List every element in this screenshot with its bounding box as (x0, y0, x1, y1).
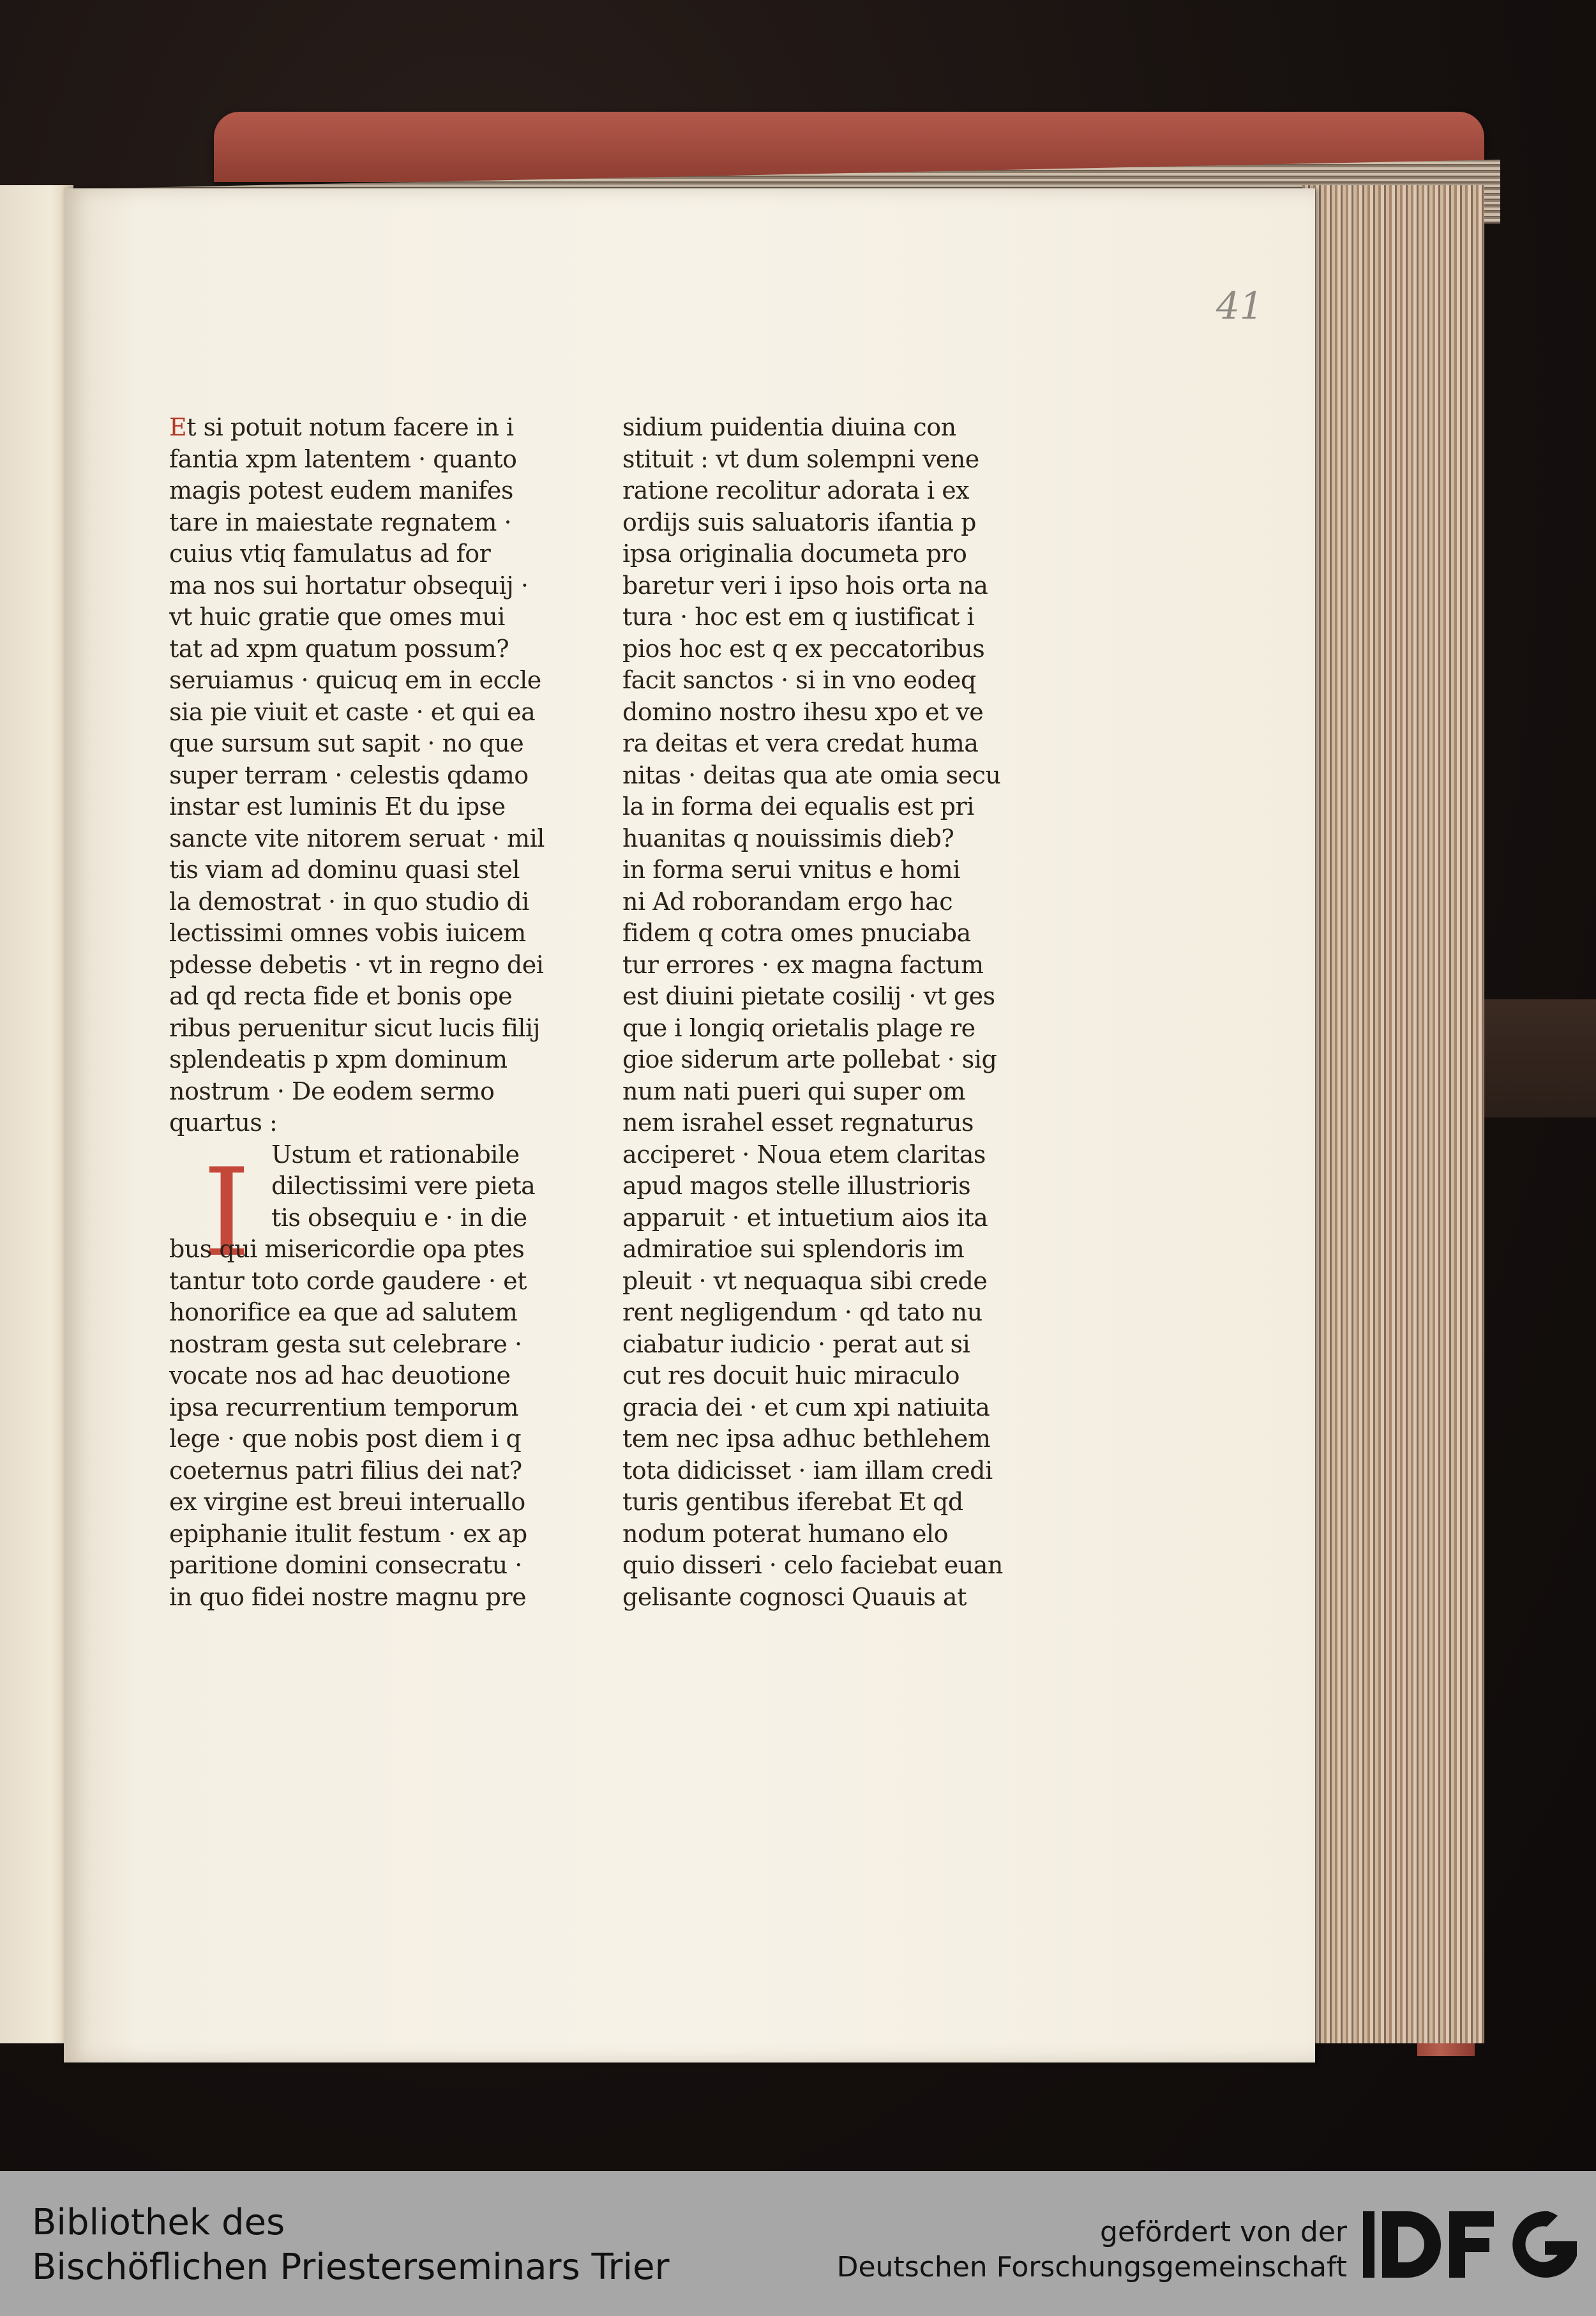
left-line: splendeatis p xpm dominum (169, 1045, 508, 1073)
right-line: fidem q cotra omes pnuciaba (622, 919, 971, 947)
right-line: ordijs suis saluatoris ifantia p (622, 508, 976, 536)
right-line: tur errores · ex magna factum (622, 950, 984, 979)
right-line: rent negligendum · qd tato nu (622, 1298, 982, 1326)
left-line: fantia xpm latentem · quanto (169, 444, 517, 473)
right-line: baretur veri i ipso hois orta na (622, 571, 988, 600)
left-line: ma nos sui hortatur obsequij · (169, 571, 529, 600)
left-line: sia pie viuit et caste · et qui ea (169, 697, 536, 726)
right-line: que i longiq orietalis plage re (622, 1013, 975, 1042)
left-line: sancte vite nitorem seruat · mil (169, 824, 545, 852)
right-line: tota didicisset · iam illam credi (622, 1456, 993, 1485)
dfg-logo (1363, 2206, 1580, 2283)
right-line: la in forma dei equalis est pri (622, 792, 974, 821)
right-line: nem israhel esset regnaturus (622, 1109, 974, 1137)
right-line: ipsa originalia documeta pro (622, 540, 967, 568)
right-line: quio disseri · celo faciebat euan (622, 1551, 1003, 1579)
right-line: pios hoc est q ex peccatoribus (622, 634, 985, 663)
left-line: ad qd recta fide et bonis ope (169, 982, 513, 1010)
left-line: Et si potuit notum facere in i (169, 413, 514, 441)
left-line: quartus : (169, 1109, 278, 1137)
left-line: epiphanie itulit festum · ex ap (169, 1519, 527, 1548)
right-line: ratione recolitur adorata i ex (622, 476, 970, 504)
left-line: tantur toto corde gaudere · et (169, 1266, 527, 1295)
left-line: seruiamus · quicuq em in eccle (169, 666, 541, 694)
right-line: tem nec ipsa adhuc bethlehem (622, 1425, 991, 1453)
page-edges-right (1302, 185, 1484, 2043)
right-line: facit sanctos · si in vno eodeq (622, 666, 976, 694)
left-line: magis potest eudem manifes (169, 476, 513, 504)
left-line: in quo fidei nostre magnu pre (169, 1582, 527, 1611)
left-line: lectissimi omnes vobis iuicem (169, 919, 526, 947)
left-line: paritione domini consecratu · (169, 1551, 522, 1579)
left-line: ex virgine est breui interuallo (169, 1488, 525, 1516)
text-column-right (622, 412, 1005, 1613)
right-line: cut res docuit huic miraculo (622, 1361, 960, 1389)
left-line: ipsa recurrentium temporum (169, 1393, 519, 1421)
facing-page-edge (0, 185, 73, 2043)
left-line: bus qui misericordie opa ptes (169, 1235, 525, 1263)
library-name-line2: Bischöflichen Priesterseminars Trier (32, 2246, 670, 2288)
right-line: ciabatur iudicio · perat aut si (622, 1329, 970, 1358)
right-line: est diuini pietate cosilij · vt ges (622, 982, 995, 1010)
library-name-line1: Bibliothek des (32, 2202, 285, 2243)
left-line: lege · que nobis post diem i q (169, 1425, 522, 1453)
funder-line2: Deutschen Forschungsgemeinschaft (836, 2251, 1347, 2283)
funder-line1: gefördert von der (1100, 2216, 1347, 2248)
left-line: la demostrat · in quo studio di (169, 887, 529, 916)
right-line: stituit : vt dum solempni vene (622, 444, 979, 473)
right-line: gioe siderum arte pollebat · sig (622, 1045, 997, 1073)
right-line: pleuit · vt nequaqua sibi crede (622, 1266, 988, 1295)
left-line: tare in maiestate regnatem · (169, 508, 512, 536)
clasp-strap (1468, 999, 1596, 1117)
folio-number: 41 (1216, 284, 1263, 328)
left-line: nostrum · De eodem sermo (169, 1077, 495, 1105)
left-line: vocate nos ad hac deuotione (169, 1361, 511, 1389)
left-line: coeternus patri filius dei nat? (169, 1456, 522, 1485)
left-line: nostram gesta sut celebrare · (169, 1329, 522, 1358)
right-line: huanitas q nouissimis dieb? (622, 824, 954, 852)
right-line: domino nostro ihesu xpo et ve (622, 697, 984, 726)
right-line: apparuit · et intuetium aios ita (622, 1203, 988, 1232)
left-line: tat ad xpm quatum possum? (169, 634, 509, 663)
left-line: tis viam ad dominu quasi stel (169, 856, 520, 884)
left-line: honorifice ea que ad salutem (169, 1298, 518, 1326)
left-line: ribus peruenitur sicut lucis filij (169, 1013, 540, 1042)
left-line: instar est luminis Et du ipse (169, 792, 506, 821)
right-line: gelisante cognosci Quauis at (622, 1582, 967, 1611)
left-line: que sursum sut sapit · no que (169, 729, 524, 757)
left-line: super terram · celestis qdamo (169, 761, 529, 789)
left-line: Ustum et rationabile (271, 1140, 520, 1169)
right-line: num nati pueri qui super om (622, 1077, 965, 1105)
right-line: nitas · deitas qua ate omia secu (622, 761, 1001, 789)
right-line: ni Ad roborandam ergo hac (622, 887, 953, 916)
left-line: pdesse debetis · vt in regno dei (169, 950, 544, 979)
footer-banner (0, 2171, 1596, 2316)
right-line: tura · hoc est em q iustificat i (622, 603, 975, 631)
right-line: acciperet · Noua etem claritas (622, 1140, 986, 1169)
left-line: cuius vtiq famulatus ad for (169, 540, 491, 568)
right-line: turis gentibus iferebat Et qd (622, 1488, 963, 1516)
right-line: in forma serui vnitus e homi (622, 856, 960, 884)
left-line: dilectissimi vere pieta (271, 1172, 536, 1200)
right-line: sidium puidentia diuina con (622, 413, 956, 441)
text-column-left (169, 412, 552, 1613)
right-line: ra deitas et vera credat huma (622, 729, 979, 757)
left-line: tis obsequiu e · in die (271, 1203, 527, 1232)
left-line: vt huic gratie que omes mui (169, 603, 505, 631)
right-line: nodum poterat humano elo (622, 1519, 948, 1548)
right-line: apud magos stelle illustrioris (622, 1172, 971, 1200)
decorated-initial: I (202, 1142, 251, 1283)
right-line: gracia dei · et cum xpi natiuita (622, 1393, 990, 1421)
right-line: admiratioe sui splendoris im (622, 1235, 965, 1263)
